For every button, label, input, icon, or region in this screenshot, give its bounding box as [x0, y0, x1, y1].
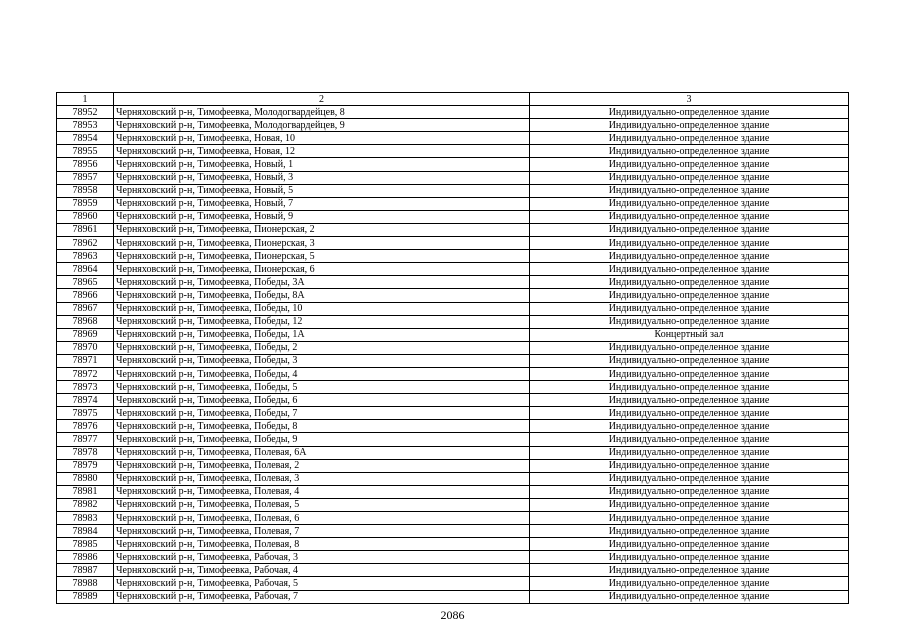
row-number-cell: 78979 — [57, 459, 114, 472]
address-cell: Черняховский р-н, Тимофеевка, Молодогвардейцев, 8 — [114, 106, 530, 119]
object-type-cell: Индивидуально-определенное здание — [530, 381, 849, 394]
row-number-cell: 78977 — [57, 433, 114, 446]
table-row — [57, 551, 849, 564]
object-type-cell: Индивидуально-определенное здание — [530, 315, 849, 328]
row-number-cell: 78952 — [57, 106, 114, 119]
table-row — [57, 407, 849, 420]
table-row — [57, 289, 849, 302]
row-number-cell: 78972 — [57, 367, 114, 380]
page-number: 2086 — [440, 608, 465, 622]
table-row — [57, 498, 849, 511]
row-number-cell: 78963 — [57, 250, 114, 263]
address-cell: Черняховский р-н, Тимофеевка, Победы, 2 — [114, 341, 530, 354]
address-cell: Черняховский р-н, Тимофеевка, Новый, 3 — [114, 171, 530, 184]
object-type-cell: Индивидуально-определенное здание — [530, 472, 849, 485]
row-number-cell: 78989 — [57, 590, 114, 603]
row-number-cell: 78955 — [57, 145, 114, 158]
address-cell: Черняховский р-н, Тимофеевка, Полевая, 4 — [114, 485, 530, 498]
address-cell: Черняховский р-н, Тимофеевка, Полевая, 3 — [114, 472, 530, 485]
object-type-cell: Индивидуально-определенное здание — [530, 525, 849, 538]
object-type-cell: Индивидуально-определенное здание — [530, 498, 849, 511]
object-type-cell: Индивидуально-определенное здание — [530, 210, 849, 223]
object-type-cell: Индивидуально-определенное здание — [530, 354, 849, 367]
row-number-cell: 78969 — [57, 328, 114, 341]
row-number-cell: 78968 — [57, 315, 114, 328]
row-number-cell: 78967 — [57, 302, 114, 315]
table-row — [57, 210, 849, 223]
address-cell: Черняховский р-н, Тимофеевка, Победы, 8 — [114, 420, 530, 433]
table-row — [57, 276, 849, 289]
table-row — [57, 577, 849, 590]
object-type-cell: Индивидуально-определенное здание — [530, 459, 849, 472]
address-cell: Черняховский р-н, Тимофеевка, Рабочая, 7 — [114, 590, 530, 603]
table-row — [57, 459, 849, 472]
address-cell: Черняховский р-н, Тимофеевка, Полевая, 6 — [114, 512, 530, 525]
table-row — [57, 367, 849, 380]
table-row — [57, 341, 849, 354]
address-cell: Черняховский р-н, Тимофеевка, Полевая, 6А — [114, 446, 530, 459]
table-row — [57, 263, 849, 276]
row-number-cell: 78957 — [57, 171, 114, 184]
table-row — [57, 237, 849, 250]
object-type-cell: Индивидуально-определенное здание — [530, 184, 849, 197]
table-row — [57, 197, 849, 210]
address-cell: Черняховский р-н, Тимофеевка, Победы, 1А — [114, 328, 530, 341]
registry-table — [56, 92, 849, 604]
column-header: 3 — [530, 93, 849, 106]
address-cell: Черняховский р-н, Тимофеевка, Рабочая, 5 — [114, 577, 530, 590]
row-number-cell: 78966 — [57, 289, 114, 302]
object-type-cell: Индивидуально-определенное здание — [530, 394, 849, 407]
table-row — [57, 171, 849, 184]
object-type-cell: Индивидуально-определенное здание — [530, 276, 849, 289]
address-cell: Черняховский р-н, Тимофеевка, Победы, 9 — [114, 433, 530, 446]
column-header: 1 — [57, 93, 114, 106]
table-row — [57, 328, 849, 341]
object-type-cell: Индивидуально-определенное здание — [530, 158, 849, 171]
row-number-cell: 78962 — [57, 237, 114, 250]
table-row — [57, 433, 849, 446]
address-cell: Черняховский р-н, Тимофеевка, Пионерская, 6 — [114, 263, 530, 276]
row-number-cell: 78982 — [57, 498, 114, 511]
table-row — [57, 394, 849, 407]
address-cell: Черняховский р-н, Тимофеевка, Новый, 5 — [114, 184, 530, 197]
address-cell: Черняховский р-н, Тимофеевка, Новый, 1 — [114, 158, 530, 171]
address-cell: Черняховский р-н, Тимофеевка, Новая, 10 — [114, 132, 530, 145]
object-type-cell: Индивидуально-определенное здание — [530, 106, 849, 119]
row-number-cell: 78956 — [57, 158, 114, 171]
row-number-cell: 78987 — [57, 564, 114, 577]
object-type-cell: Индивидуально-определенное здание — [530, 407, 849, 420]
table-row — [57, 106, 849, 119]
object-type-cell: Концертный зал — [530, 328, 849, 341]
row-number-cell: 78965 — [57, 276, 114, 289]
row-number-cell: 78988 — [57, 577, 114, 590]
object-type-cell: Индивидуально-определенное здание — [530, 223, 849, 236]
row-number-cell: 78983 — [57, 512, 114, 525]
object-type-cell: Индивидуально-определенное здание — [530, 289, 849, 302]
row-number-cell: 78959 — [57, 197, 114, 210]
table-row — [57, 145, 849, 158]
table-row — [57, 472, 849, 485]
row-number-cell: 78954 — [57, 132, 114, 145]
row-number-cell: 78984 — [57, 525, 114, 538]
object-type-cell: Индивидуально-определенное здание — [530, 341, 849, 354]
table-row — [57, 525, 849, 538]
object-type-cell: Индивидуально-определенное здание — [530, 512, 849, 525]
address-cell: Черняховский р-н, Тимофеевка, Полевая, 5 — [114, 498, 530, 511]
address-cell: Черняховский р-н, Тимофеевка, Новая, 12 — [114, 145, 530, 158]
row-number-cell: 78958 — [57, 184, 114, 197]
table-row — [57, 446, 849, 459]
table-row — [57, 564, 849, 577]
table-header-row — [57, 93, 849, 106]
table-row — [57, 315, 849, 328]
table-row — [57, 590, 849, 603]
address-cell: Черняховский р-н, Тимофеевка, Молодогвардейцев, 9 — [114, 119, 530, 132]
table-row — [57, 420, 849, 433]
address-cell: Черняховский р-н, Тимофеевка, Победы, 6 — [114, 394, 530, 407]
object-type-cell: Индивидуально-определенное здание — [530, 171, 849, 184]
row-number-cell: 78973 — [57, 381, 114, 394]
address-cell: Черняховский р-н, Тимофеевка, Полевая, 7 — [114, 525, 530, 538]
table-row — [57, 354, 849, 367]
column-header: 2 — [114, 93, 530, 106]
row-number-cell: 78974 — [57, 394, 114, 407]
address-cell: Черняховский р-н, Тимофеевка, Пионерская, 2 — [114, 223, 530, 236]
address-cell: Черняховский р-н, Тимофеевка, Победы, 5 — [114, 381, 530, 394]
row-number-cell: 78953 — [57, 119, 114, 132]
table-body — [57, 106, 849, 604]
row-number-cell: 78980 — [57, 472, 114, 485]
object-type-cell: Индивидуально-определенное здание — [530, 367, 849, 380]
object-type-cell: Индивидуально-определенное здание — [530, 551, 849, 564]
row-number-cell: 78964 — [57, 263, 114, 276]
row-number-cell: 78961 — [57, 223, 114, 236]
address-cell: Черняховский р-н, Тимофеевка, Полевая, 2 — [114, 459, 530, 472]
row-number-cell: 78975 — [57, 407, 114, 420]
table-row — [57, 158, 849, 171]
object-type-cell: Индивидуально-определенное здание — [530, 237, 849, 250]
object-type-cell: Индивидуально-определенное здание — [530, 132, 849, 145]
object-type-cell: Индивидуально-определенное здание — [530, 446, 849, 459]
table-row — [57, 184, 849, 197]
address-cell: Черняховский р-н, Тимофеевка, Победы, 3А — [114, 276, 530, 289]
row-number-cell: 78976 — [57, 420, 114, 433]
object-type-cell: Индивидуально-определенное здание — [530, 420, 849, 433]
row-number-cell: 78971 — [57, 354, 114, 367]
address-cell: Черняховский р-н, Тимофеевка, Победы, 7 — [114, 407, 530, 420]
address-cell: Черняховский р-н, Тимофеевка, Победы, 4 — [114, 367, 530, 380]
address-cell: Черняховский р-н, Тимофеевка, Пионерская, 5 — [114, 250, 530, 263]
object-type-cell: Индивидуально-определенное здание — [530, 538, 849, 551]
address-cell: Черняховский р-н, Тимофеевка, Рабочая, 4 — [114, 564, 530, 577]
address-cell: Черняховский р-н, Тимофеевка, Победы, 10 — [114, 302, 530, 315]
row-number-cell: 78986 — [57, 551, 114, 564]
object-type-cell: Индивидуально-определенное здание — [530, 485, 849, 498]
object-type-cell: Индивидуально-определенное здание — [530, 577, 849, 590]
object-type-cell: Индивидуально-определенное здание — [530, 302, 849, 315]
address-cell: Черняховский р-н, Тимофеевка, Новый, 7 — [114, 197, 530, 210]
address-cell: Черняховский р-н, Тимофеевка, Рабочая, 3 — [114, 551, 530, 564]
address-cell: Черняховский р-н, Тимофеевка, Победы, 3 — [114, 354, 530, 367]
table-row — [57, 485, 849, 498]
table-row — [57, 381, 849, 394]
address-cell: Черняховский р-н, Тимофеевка, Новый, 9 — [114, 210, 530, 223]
row-number-cell: 78960 — [57, 210, 114, 223]
row-number-cell: 78978 — [57, 446, 114, 459]
object-type-cell: Индивидуально-определенное здание — [530, 263, 849, 276]
table-row — [57, 302, 849, 315]
table-row — [57, 250, 849, 263]
address-cell: Черняховский р-н, Тимофеевка, Победы, 12 — [114, 315, 530, 328]
table-row — [57, 223, 849, 236]
table-row — [57, 119, 849, 132]
object-type-cell: Индивидуально-определенное здание — [530, 250, 849, 263]
address-cell: Черняховский р-н, Тимофеевка, Пионерская, 3 — [114, 237, 530, 250]
object-type-cell: Индивидуально-определенное здание — [530, 119, 849, 132]
table-row — [57, 538, 849, 551]
table-row — [57, 132, 849, 145]
object-type-cell: Индивидуально-определенное здание — [530, 433, 849, 446]
row-number-cell: 78970 — [57, 341, 114, 354]
row-number-cell: 78981 — [57, 485, 114, 498]
object-type-cell: Индивидуально-определенное здание — [530, 564, 849, 577]
object-type-cell: Индивидуально-определенное здание — [530, 590, 849, 603]
address-cell: Черняховский р-н, Тимофеевка, Полевая, 8 — [114, 538, 530, 551]
address-cell: Черняховский р-н, Тимофеевка, Победы, 8А — [114, 289, 530, 302]
row-number-cell: 78985 — [57, 538, 114, 551]
table-row — [57, 512, 849, 525]
object-type-cell: Индивидуально-определенное здание — [530, 197, 849, 210]
object-type-cell: Индивидуально-определенное здание — [530, 145, 849, 158]
